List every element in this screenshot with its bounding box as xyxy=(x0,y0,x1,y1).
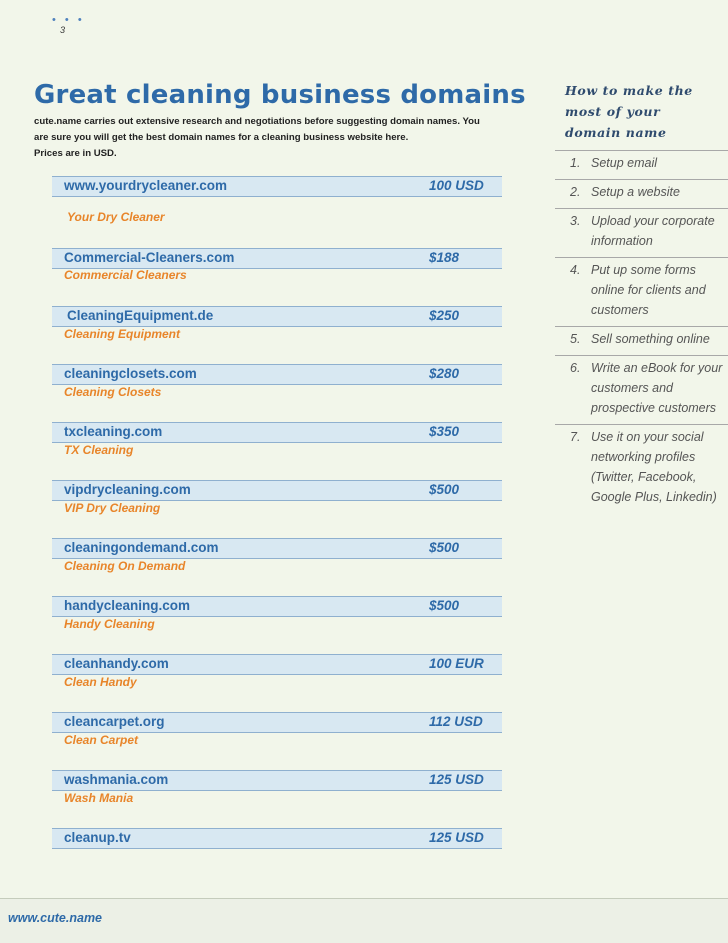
sidebar-title-line: domain name xyxy=(565,125,667,140)
tip-item xyxy=(555,424,728,513)
tip-item xyxy=(555,150,728,179)
domain-price: 100 EUR xyxy=(429,656,484,671)
business-name: Clean Handy xyxy=(64,675,137,689)
tip-item xyxy=(555,355,728,424)
domain-price: $500 xyxy=(429,598,460,613)
tip-number: 3. xyxy=(570,214,581,228)
tip-number: 2. xyxy=(570,185,581,199)
tip-text: Setup email xyxy=(591,156,658,170)
listing-row[interactable] xyxy=(52,596,502,617)
tip-text: Upload your corporate information xyxy=(591,214,715,248)
domain-link[interactable]: txcleaning.com xyxy=(64,424,163,439)
tip-text: Setup a website xyxy=(591,185,680,199)
tip-number: 6. xyxy=(570,361,581,375)
tip-item xyxy=(555,326,728,355)
domain-link[interactable]: CleaningEquipment.de xyxy=(67,308,214,323)
domain-price: $250 xyxy=(429,308,460,323)
domain-price: 112 USD xyxy=(429,714,483,729)
domain-price: $350 xyxy=(429,424,460,439)
listing-row[interactable] xyxy=(52,306,502,327)
listing-row[interactable] xyxy=(52,422,502,443)
listing-row[interactable] xyxy=(52,828,502,849)
sidebar-title-line: How to make the xyxy=(565,83,693,98)
business-name: Cleaning Closets xyxy=(64,385,162,399)
tip-item xyxy=(555,179,728,208)
domain-link[interactable]: cleanhandy.com xyxy=(64,656,169,671)
listing-row[interactable] xyxy=(52,364,502,385)
tips-list xyxy=(555,150,728,513)
domain-price: 125 USD xyxy=(429,772,484,787)
tips-sidebar xyxy=(555,80,728,504)
tip-text: Put up some forms online for clients and customers xyxy=(591,263,706,317)
tip-item xyxy=(555,257,728,326)
intro-line: are sure you will get the best domain names for a cleaning business website here. xyxy=(34,132,409,143)
business-name: Cleaning On Demand xyxy=(64,559,186,573)
listing-row[interactable] xyxy=(52,712,502,733)
business-name: Handy Cleaning xyxy=(64,617,155,631)
tip-number: 1. xyxy=(570,156,581,170)
page-title: Great cleaning business domains xyxy=(34,80,526,110)
listing-row[interactable] xyxy=(52,248,502,269)
business-name: Wash Mania xyxy=(64,791,134,805)
domain-link[interactable]: cleaningclosets.com xyxy=(64,366,197,381)
domain-link[interactable]: cleancarpet.org xyxy=(64,714,165,729)
domain-link[interactable]: www.yourdrycleaner.com xyxy=(64,178,228,193)
footer-link[interactable]: www.cute.name xyxy=(8,911,103,925)
domain-price: 100 USD xyxy=(429,178,484,193)
domain-link[interactable]: handycleaning.com xyxy=(64,598,191,613)
domain-price: $188 xyxy=(429,250,460,265)
intro-line: cute.name carries out extensive research and negotiations before suggesting domain names. You xyxy=(34,116,480,127)
domain-price: 125 USD xyxy=(429,830,484,845)
domain-price: $500 xyxy=(429,540,460,555)
business-name: TX Cleaning xyxy=(64,443,134,457)
tip-text: Use it on your social networking profiles (Twitter, Facebook, Google Plus, Linkedin) xyxy=(591,430,717,504)
tip-item xyxy=(555,208,728,257)
page-footer xyxy=(0,898,728,943)
listing-row[interactable] xyxy=(52,770,502,791)
business-name: Clean Carpet xyxy=(64,733,139,747)
business-name: Commercial Cleaners xyxy=(64,268,187,282)
tip-text: Write an eBook for your customers and prospective customers xyxy=(591,361,723,415)
intro-line: Prices are in USD. xyxy=(34,148,117,159)
tip-number: 4. xyxy=(570,263,581,277)
domain-link[interactable]: vipdrycleaning.com xyxy=(64,482,191,497)
tip-number: 7. xyxy=(570,430,581,444)
page-number: 3 xyxy=(60,25,66,35)
domain-price: $500 xyxy=(429,482,460,497)
listing-row[interactable] xyxy=(52,654,502,675)
domain-link[interactable]: washmania.com xyxy=(64,772,169,787)
business-name: Cleaning Equipment xyxy=(64,327,181,341)
page-number-dots: • • • xyxy=(52,14,85,26)
tip-text: Sell something online xyxy=(591,332,710,346)
tip-number: 5. xyxy=(570,332,581,346)
business-name: Your Dry Cleaner xyxy=(67,210,165,224)
sidebar-title xyxy=(565,80,728,143)
listing-row[interactable] xyxy=(52,538,502,559)
sidebar-title-line: most of your xyxy=(565,104,661,119)
domain-link[interactable]: cleaningondemand.com xyxy=(64,540,219,555)
business-name: VIP Dry Cleaning xyxy=(64,501,161,515)
domain-link[interactable]: cleanup.tv xyxy=(64,830,131,845)
intro-text xyxy=(34,114,524,162)
listing-row[interactable] xyxy=(52,480,502,501)
listing-row[interactable] xyxy=(52,176,502,197)
domain-link[interactable]: Commercial-Cleaners.com xyxy=(64,250,235,265)
domain-price: $280 xyxy=(429,366,460,381)
